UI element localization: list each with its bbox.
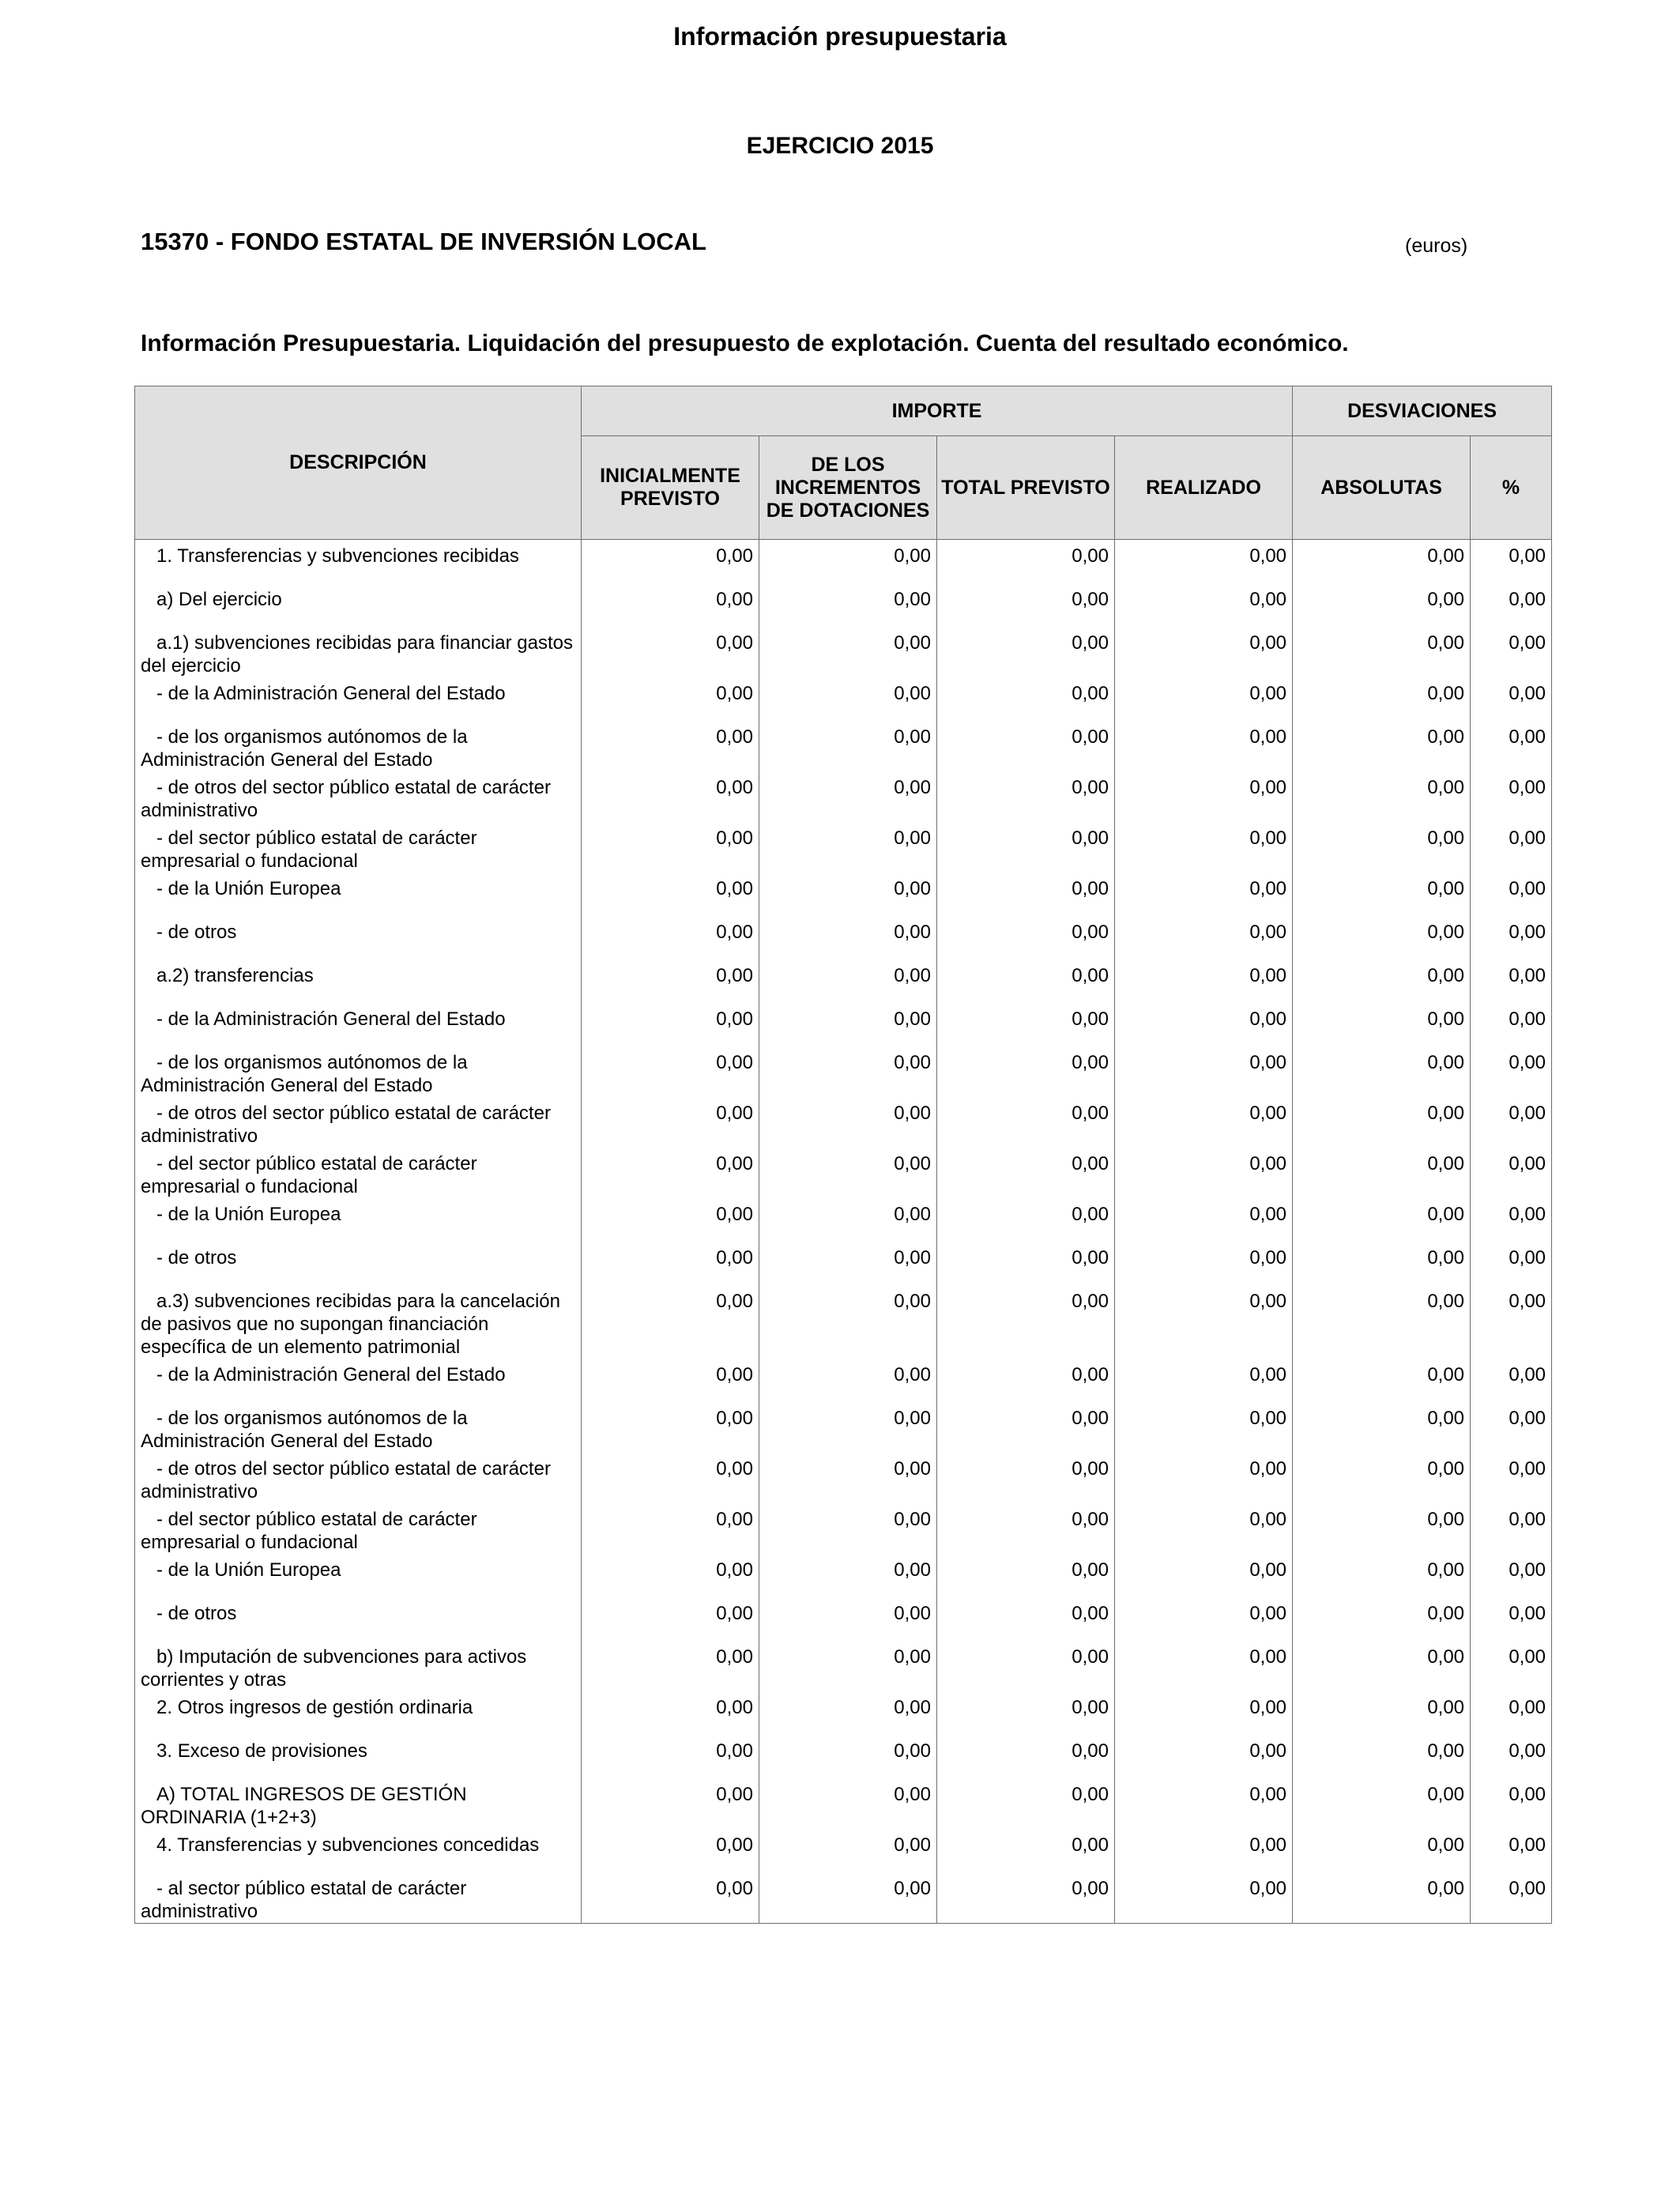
row-value: 0,00	[1115, 583, 1293, 627]
row-value: 0,00	[1115, 771, 1293, 822]
row-description: 4. Transferencias y subvenciones concedidas	[135, 1829, 582, 1872]
row-value: 0,00	[582, 677, 759, 721]
row-value: 0,00	[1471, 1198, 1552, 1242]
row-value: 0,00	[582, 1359, 759, 1402]
row-value: 0,00	[582, 1872, 759, 1924]
table-row	[135, 677, 1552, 721]
row-value: 0,00	[1471, 677, 1552, 721]
table-row	[135, 583, 1552, 627]
row-value: 0,00	[582, 1691, 759, 1735]
row-description: - de otros	[135, 1242, 582, 1285]
row-value: 0,00	[582, 1453, 759, 1503]
row-value: 0,00	[759, 1359, 937, 1402]
row-value: 0,00	[1115, 1597, 1293, 1641]
row-value: 0,00	[582, 1242, 759, 1285]
row-description: - de otros del sector público estatal de carácter administrativo	[135, 1453, 582, 1503]
row-value: 0,00	[1115, 1453, 1293, 1503]
row-value: 0,00	[937, 1778, 1115, 1829]
row-value: 0,00	[759, 1003, 937, 1046]
row-description: a.2) transferencias	[135, 959, 582, 1003]
row-value: 0,00	[1293, 540, 1471, 583]
row-value: 0,00	[759, 1554, 937, 1597]
row-value: 0,00	[937, 822, 1115, 873]
row-value: 0,00	[1115, 1691, 1293, 1735]
row-value: 0,00	[1293, 1402, 1471, 1453]
row-value: 0,00	[1471, 1285, 1552, 1359]
row-value: 0,00	[759, 1046, 937, 1097]
table-row	[135, 1735, 1552, 1778]
row-value: 0,00	[1293, 1554, 1471, 1597]
row-value: 0,00	[937, 677, 1115, 721]
row-value: 0,00	[759, 1735, 937, 1778]
row-value: 0,00	[1115, 627, 1293, 677]
row-value: 0,00	[1471, 1597, 1552, 1641]
row-value: 0,00	[1115, 1003, 1293, 1046]
row-value: 0,00	[1115, 1503, 1293, 1554]
row-value: 0,00	[582, 771, 759, 822]
row-description: - de otros	[135, 916, 582, 959]
row-value: 0,00	[1115, 822, 1293, 873]
row-value: 0,00	[1115, 959, 1293, 1003]
row-value: 0,00	[582, 540, 759, 583]
row-description: 2. Otros ingresos de gestión ordinaria	[135, 1691, 582, 1735]
table-row	[135, 959, 1552, 1003]
row-description: - de la Unión Europea	[135, 1554, 582, 1597]
col-header-realizado: REALIZADO	[1115, 436, 1293, 540]
row-value: 0,00	[1115, 1046, 1293, 1097]
page-header-title: Información presupuestaria	[673, 22, 1007, 51]
table-row	[135, 540, 1552, 583]
row-value: 0,00	[582, 873, 759, 916]
row-value: 0,00	[1471, 540, 1552, 583]
row-value: 0,00	[937, 1242, 1115, 1285]
row-value: 0,00	[582, 1503, 759, 1554]
row-value: 0,00	[1293, 822, 1471, 873]
row-value: 0,00	[1115, 916, 1293, 959]
row-value: 0,00	[937, 1402, 1115, 1453]
row-value: 0,00	[937, 1691, 1115, 1735]
table-row	[135, 916, 1552, 959]
row-value: 0,00	[759, 771, 937, 822]
table-row	[135, 1285, 1552, 1359]
row-value: 0,00	[759, 1242, 937, 1285]
row-description: 1. Transferencias y subvenciones recibidas	[135, 540, 582, 583]
row-description: a.3) subvenciones recibidas para la cancelación de pasivos que no supongan financiación específica de un elemento patrimonial	[135, 1285, 582, 1359]
row-value: 0,00	[582, 1097, 759, 1148]
row-description: - de la Administración General del Estado	[135, 1359, 582, 1402]
row-description: - de los organismos autónomos de la Administración General del Estado	[135, 721, 582, 771]
row-value: 0,00	[1115, 873, 1293, 916]
table-row	[135, 1046, 1552, 1097]
col-group-desviaciones: DESVIACIONES	[1293, 386, 1552, 436]
row-value: 0,00	[1471, 916, 1552, 959]
row-value: 0,00	[759, 916, 937, 959]
table-row	[135, 1402, 1552, 1453]
row-value: 0,00	[759, 1641, 937, 1691]
row-description: - del sector público estatal de carácter empresarial o fundacional	[135, 822, 582, 873]
row-value: 0,00	[1471, 1691, 1552, 1735]
row-value: 0,00	[1293, 677, 1471, 721]
row-value: 0,00	[937, 1097, 1115, 1148]
row-value: 0,00	[759, 1097, 937, 1148]
row-value: 0,00	[1115, 721, 1293, 771]
table-row	[135, 627, 1552, 677]
row-description: - de la Administración General del Estado	[135, 1003, 582, 1046]
row-value: 0,00	[937, 1554, 1115, 1597]
row-value: 0,00	[582, 1148, 759, 1198]
row-value: 0,00	[759, 721, 937, 771]
row-value: 0,00	[1293, 1359, 1471, 1402]
entity-title: 15370 - FONDO ESTATAL DE INVERSIÓN LOCAL	[141, 228, 706, 255]
row-value: 0,00	[759, 873, 937, 916]
section-title: Información Presupuestaria. Liquidación del presupuesto de explotación. Cuenta del resultado económico.	[141, 330, 1349, 356]
row-value: 0,00	[937, 721, 1115, 771]
col-header-absolutas: ABSOLUTAS	[1293, 436, 1471, 540]
row-value: 0,00	[759, 1148, 937, 1198]
table-row	[135, 1359, 1552, 1402]
row-value: 0,00	[937, 1359, 1115, 1402]
row-value: 0,00	[582, 1003, 759, 1046]
row-value: 0,00	[1115, 1778, 1293, 1829]
table-row	[135, 1003, 1552, 1046]
table-row	[135, 771, 1552, 822]
row-value: 0,00	[1115, 540, 1293, 583]
col-header-description: DESCRIPCIÓN	[135, 386, 582, 540]
row-value: 0,00	[1293, 1641, 1471, 1691]
row-value: 0,00	[1293, 1285, 1471, 1359]
row-description: - de los organismos autónomos de la Administración General del Estado	[135, 1402, 582, 1453]
row-value: 0,00	[1471, 583, 1552, 627]
row-description: - de otros del sector público estatal de carácter administrativo	[135, 1097, 582, 1148]
row-value: 0,00	[1471, 1359, 1552, 1402]
row-value: 0,00	[1471, 1148, 1552, 1198]
table-row	[135, 1691, 1552, 1735]
row-value: 0,00	[1293, 1148, 1471, 1198]
row-value: 0,00	[937, 771, 1115, 822]
row-value: 0,00	[1293, 1735, 1471, 1778]
row-value: 0,00	[1471, 771, 1552, 822]
row-value: 0,00	[937, 1198, 1115, 1242]
row-value: 0,00	[937, 583, 1115, 627]
col-header-percent: %	[1471, 436, 1552, 540]
table-row	[135, 1148, 1552, 1198]
row-value: 0,00	[759, 1778, 937, 1829]
row-value: 0,00	[937, 627, 1115, 677]
col-header-incrementos: DE LOS INCREMENTOS DE DOTACIONES	[759, 436, 937, 540]
table-row	[135, 1554, 1552, 1597]
row-description: - de otros	[135, 1597, 582, 1641]
row-value: 0,00	[1471, 1046, 1552, 1097]
row-value: 0,00	[937, 1872, 1115, 1924]
row-value: 0,00	[1115, 1359, 1293, 1402]
row-value: 0,00	[1293, 1691, 1471, 1735]
row-value: 0,00	[1293, 771, 1471, 822]
row-description: - de la Unión Europea	[135, 873, 582, 916]
row-value: 0,00	[937, 1148, 1115, 1198]
row-value: 0,00	[1293, 1198, 1471, 1242]
row-value: 0,00	[937, 916, 1115, 959]
row-value: 0,00	[759, 1829, 937, 1872]
row-value: 0,00	[1471, 1778, 1552, 1829]
table-row	[135, 1503, 1552, 1554]
table-row	[135, 1198, 1552, 1242]
row-value: 0,00	[1293, 721, 1471, 771]
row-value: 0,00	[1115, 1097, 1293, 1148]
row-value: 0,00	[1293, 1003, 1471, 1046]
row-value: 0,00	[937, 1829, 1115, 1872]
row-value: 0,00	[937, 1003, 1115, 1046]
table-body	[135, 540, 1552, 1924]
col-group-importe: IMPORTE	[582, 386, 1293, 436]
table-row	[135, 873, 1552, 916]
row-description: b) Imputación de subvenciones para activos corrientes y otras	[135, 1641, 582, 1691]
row-value: 0,00	[1471, 1554, 1552, 1597]
row-value: 0,00	[1115, 1872, 1293, 1924]
row-value: 0,00	[1115, 1735, 1293, 1778]
row-value: 0,00	[937, 1046, 1115, 1097]
row-description: - de la Administración General del Estado	[135, 677, 582, 721]
row-value: 0,00	[1293, 1829, 1471, 1872]
table-row	[135, 1641, 1552, 1691]
table-row	[135, 822, 1552, 873]
row-description: - al sector público estatal de carácter administrativo	[135, 1872, 582, 1924]
row-value: 0,00	[1115, 1554, 1293, 1597]
row-description: a) Del ejercicio	[135, 583, 582, 627]
row-value: 0,00	[759, 1453, 937, 1503]
col-header-total-previsto: TOTAL PREVISTO	[937, 436, 1115, 540]
row-value: 0,00	[1471, 1003, 1552, 1046]
row-value: 0,00	[759, 677, 937, 721]
row-value: 0,00	[937, 540, 1115, 583]
row-value: 0,00	[1115, 1148, 1293, 1198]
row-value: 0,00	[1115, 1641, 1293, 1691]
table-row	[135, 1097, 1552, 1148]
row-value: 0,00	[759, 627, 937, 677]
row-value: 0,00	[582, 1198, 759, 1242]
row-value: 0,00	[1471, 1242, 1552, 1285]
row-value: 0,00	[1471, 873, 1552, 916]
row-value: 0,00	[1471, 721, 1552, 771]
row-value: 0,00	[1293, 1453, 1471, 1503]
row-value: 0,00	[582, 1778, 759, 1829]
row-value: 0,00	[937, 1597, 1115, 1641]
row-value: 0,00	[759, 1597, 937, 1641]
row-value: 0,00	[1471, 1872, 1552, 1924]
table-row	[135, 721, 1552, 771]
row-value: 0,00	[1471, 959, 1552, 1003]
row-description: - de otros del sector público estatal de carácter administrativo	[135, 771, 582, 822]
row-value: 0,00	[1293, 959, 1471, 1003]
row-value: 0,00	[937, 1285, 1115, 1359]
row-value: 0,00	[582, 627, 759, 677]
row-value: 0,00	[759, 1402, 937, 1453]
row-value: 0,00	[582, 916, 759, 959]
row-value: 0,00	[1115, 1402, 1293, 1453]
exercise-title: EJERCICIO 2015	[746, 133, 934, 159]
row-value: 0,00	[937, 1453, 1115, 1503]
row-description: - de los organismos autónomos de la Administración General del Estado	[135, 1046, 582, 1097]
row-value: 0,00	[582, 583, 759, 627]
row-value: 0,00	[1471, 1453, 1552, 1503]
row-value: 0,00	[1293, 873, 1471, 916]
table-row	[135, 1242, 1552, 1285]
row-value: 0,00	[937, 1503, 1115, 1554]
row-value: 0,00	[1293, 1503, 1471, 1554]
row-value: 0,00	[1293, 1597, 1471, 1641]
row-value: 0,00	[1471, 822, 1552, 873]
row-value: 0,00	[582, 1402, 759, 1453]
table-row	[135, 1872, 1552, 1924]
row-value: 0,00	[1293, 1778, 1471, 1829]
row-value: 0,00	[1471, 1097, 1552, 1148]
row-value: 0,00	[1471, 1641, 1552, 1691]
row-value: 0,00	[582, 1046, 759, 1097]
row-value: 0,00	[937, 1735, 1115, 1778]
row-value: 0,00	[1471, 1402, 1552, 1453]
row-value: 0,00	[582, 1285, 759, 1359]
row-value: 0,00	[1471, 1503, 1552, 1554]
row-value: 0,00	[1115, 1829, 1293, 1872]
row-value: 0,00	[1115, 1242, 1293, 1285]
row-value: 0,00	[1471, 1829, 1552, 1872]
row-value: 0,00	[582, 822, 759, 873]
row-value: 0,00	[1293, 583, 1471, 627]
row-description: A) TOTAL INGRESOS DE GESTIÓN ORDINARIA (1+2+3)	[135, 1778, 582, 1829]
col-header-inicialmente-previsto: INICIALMENTE PREVISTO	[582, 436, 759, 540]
row-value: 0,00	[1115, 1285, 1293, 1359]
row-description: a.1) subvenciones recibidas para financiar gastos del ejercicio	[135, 627, 582, 677]
row-value: 0,00	[1471, 627, 1552, 677]
row-value: 0,00	[759, 1198, 937, 1242]
currency-note: (euros)	[1405, 235, 1468, 257]
row-value: 0,00	[759, 1285, 937, 1359]
table-row	[135, 1778, 1552, 1829]
row-value: 0,00	[1293, 1872, 1471, 1924]
row-description: 3. Exceso de provisiones	[135, 1735, 582, 1778]
row-value: 0,00	[1115, 677, 1293, 721]
row-value: 0,00	[759, 1691, 937, 1735]
row-value: 0,00	[759, 1872, 937, 1924]
table-row	[135, 1453, 1552, 1503]
row-value: 0,00	[1115, 1198, 1293, 1242]
row-value: 0,00	[582, 721, 759, 771]
row-value: 0,00	[582, 1829, 759, 1872]
row-value: 0,00	[582, 959, 759, 1003]
row-value: 0,00	[1293, 1046, 1471, 1097]
row-value: 0,00	[1471, 1735, 1552, 1778]
row-description: - de la Unión Europea	[135, 1198, 582, 1242]
row-value: 0,00	[1293, 1097, 1471, 1148]
table-row	[135, 1829, 1552, 1872]
row-description: - del sector público estatal de carácter empresarial o fundacional	[135, 1503, 582, 1554]
row-value: 0,00	[1293, 627, 1471, 677]
row-value: 0,00	[1293, 916, 1471, 959]
budget-table	[134, 386, 1552, 1924]
row-value: 0,00	[582, 1641, 759, 1691]
row-value: 0,00	[759, 822, 937, 873]
table-row	[135, 1597, 1552, 1641]
row-description: - del sector público estatal de carácter empresarial o fundacional	[135, 1148, 582, 1198]
row-value: 0,00	[937, 873, 1115, 916]
row-value: 0,00	[759, 540, 937, 583]
row-value: 0,00	[582, 1554, 759, 1597]
row-value: 0,00	[937, 1641, 1115, 1691]
row-value: 0,00	[582, 1735, 759, 1778]
row-value: 0,00	[1293, 1242, 1471, 1285]
row-value: 0,00	[582, 1597, 759, 1641]
row-value: 0,00	[759, 583, 937, 627]
row-value: 0,00	[759, 959, 937, 1003]
row-value: 0,00	[937, 959, 1115, 1003]
row-value: 0,00	[759, 1503, 937, 1554]
